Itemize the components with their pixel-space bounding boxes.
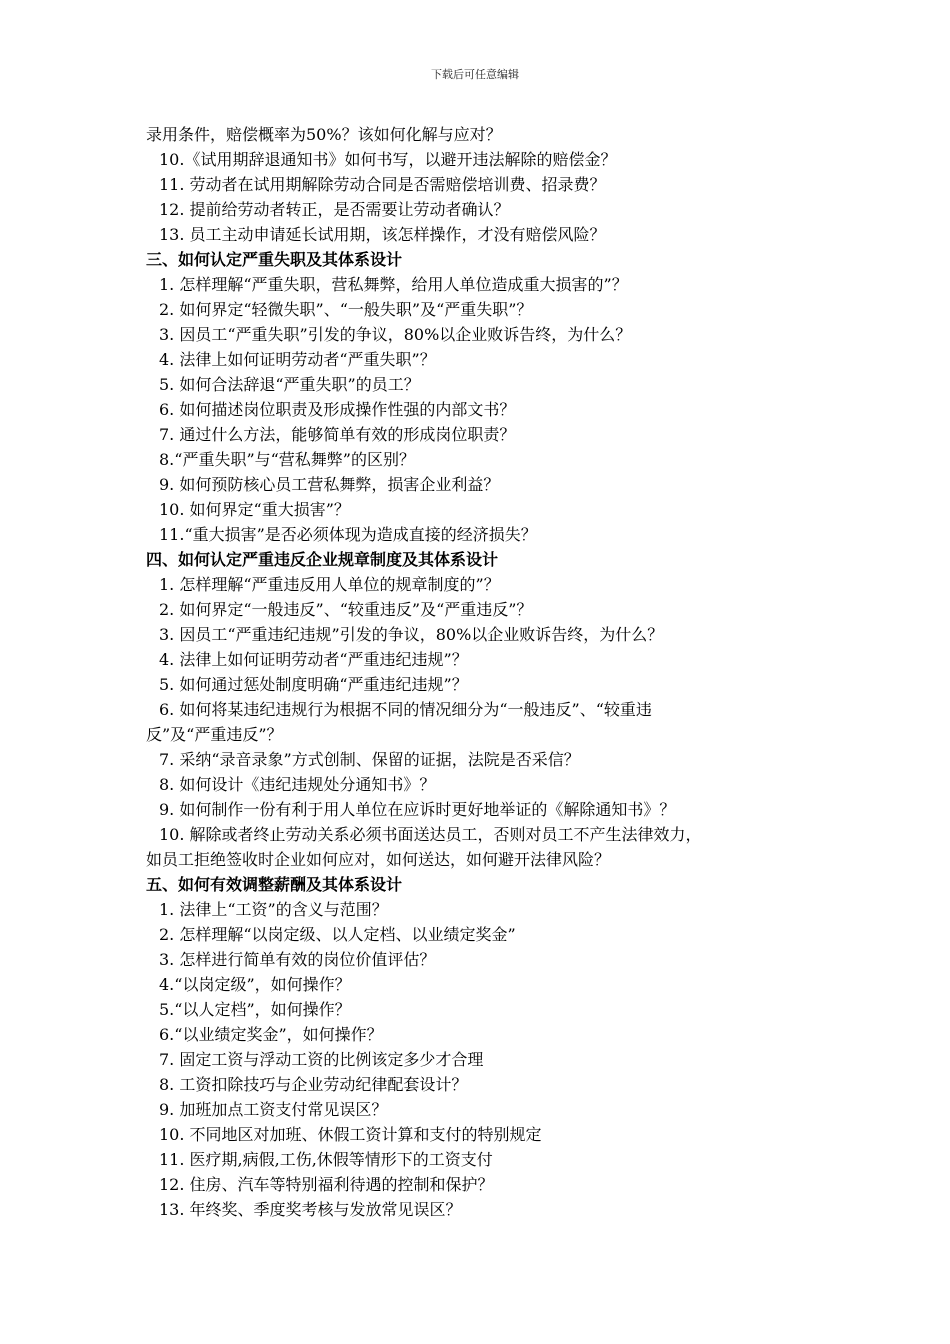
section-heading: 五、如何有效调整薪酬及其体系设计 [146,875,403,894]
list-item: 6. 如何将某违纪违规行为根据不同的情况细分为“一般违反”、“较重违 [159,700,652,719]
list-item: 10.《试用期辞退通知书》如何书写，以避开违法解除的赔偿金？ [159,150,617,169]
list-item: 1. 怎样理解“严重失职，营私舞弊，给用人单位造成重大损害的”？ [159,275,628,294]
list-item: 6. 如何描述岗位职责及形成操作性强的内部文书？ [159,400,516,419]
list-item: 9. 如何制作一份有利于用人单位在应诉时更好地举证的《解除通知书》？ [159,800,676,819]
section-heading: 四、如何认定严重违反企业规章制度及其体系设计 [146,550,499,569]
list-item: 2. 怎样理解“以岗定级、以人定档、以业绩定奖金” [159,925,516,944]
list-item: 5. 如何通过惩处制度明确“严重违纪违规”？ [159,675,468,694]
list-item: 3. 因员工“严重违纪违规”引发的争议，80%以企业败诉告终，为什么？ [159,625,664,644]
list-item: 11. 医疗期,病假,工伤,休假等情形下的工资支付 [159,1150,493,1169]
list-item: 9. 加班加点工资支付常见误区？ [159,1100,388,1119]
continuation-line: 如员工拒绝签收时企业如何应对，如何送达，如何避开法律风险？ [146,850,611,869]
list-item: 2. 如何界定“一般违反”、“较重违反”及“严重违反”？ [159,600,533,619]
list-item: 10. 如何界定“重大损害”？ [159,500,350,519]
list-item: 6.“以业绩定奖金”，如何操作？ [159,1025,383,1044]
list-item: 11.“重大损害”是否必须体现为造成直接的经济损失？ [159,525,537,544]
list-item: 8.“严重失职”与“营私舞弊”的区别？ [159,450,415,469]
list-item: 3. 因员工“严重失职”引发的争议，80%以企业败诉告终，为什么？ [159,325,632,344]
document-body [146,122,811,1222]
continuation-line: 反”及“严重违反”？ [146,725,283,744]
section-heading: 三、如何认定严重失职及其体系设计 [146,250,403,269]
list-item: 12. 住房、汽车等特别福利待遇的控制和保护？ [159,1175,494,1194]
page-header: 下载后可任意编辑 [431,68,519,81]
list-item: 3. 怎样进行简单有效的岗位价值评估？ [159,950,436,969]
list-item: 7. 固定工资与浮动工资的比例该定多少才合理 [159,1050,484,1069]
list-item: 11. 劳动者在试用期解除劳动合同是否需赔偿培训费、招录费？ [159,175,606,194]
list-item: 7. 通过什么方法，能够简单有效的形成岗位职责？ [159,425,516,444]
list-item: 8. 工资扣除技巧与企业劳动纪律配套设计？ [159,1075,468,1094]
continuation-line: 录用条件，赔偿概率为50%？该如何化解与应对？ [146,125,502,144]
list-item: 8. 如何设计《违纪违规处分通知书》？ [159,775,436,794]
list-item: 2. 如何界定“轻微失职”、“一般失职”及“严重失职”？ [159,300,533,319]
list-item: 1. 法律上“工资”的含义与范围？ [159,900,388,919]
list-item: 4. 法律上如何证明劳动者“严重违纪违规”？ [159,650,468,669]
list-item: 5.“以人定档”，如何操作？ [159,1000,351,1019]
list-item: 5. 如何合法辞退“严重失职”的员工？ [159,375,420,394]
list-item: 9. 如何预防核心员工营私舞弊，损害企业利益？ [159,475,500,494]
list-item: 4.“以岗定级”，如何操作？ [159,975,351,994]
list-item: 1. 怎样理解“严重违反用人单位的规章制度的”？ [159,575,500,594]
list-item: 4. 法律上如何证明劳动者“严重失职”？ [159,350,436,369]
list-item: 13. 员工主动申请延长试用期，该怎样操作，才没有赔偿风险？ [159,225,606,244]
list-item: 10. 解除或者终止劳动关系必须书面送达员工，否则对员工不产生法律效力， [159,825,702,844]
list-item: 12. 提前给劳动者转正，是否需要让劳动者确认？ [159,200,510,219]
list-item: 13. 年终奖、季度奖考核与发放常见误区？ [159,1200,462,1219]
list-item: 10. 不同地区对加班、休假工资计算和支付的特别规定 [159,1125,542,1144]
list-item: 7. 采纳“录音录象”方式创制、保留的证据，法院是否采信？ [159,750,580,769]
